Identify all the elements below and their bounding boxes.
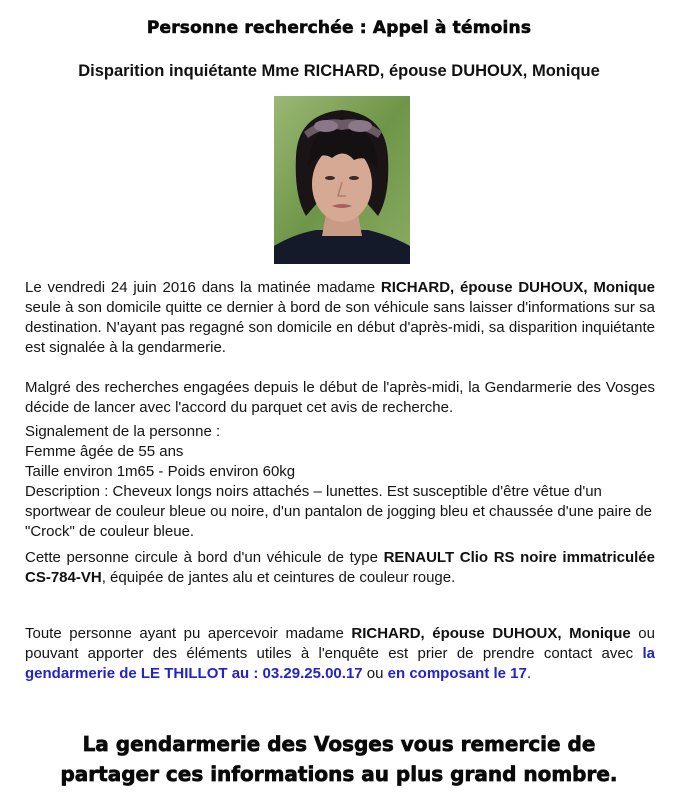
footer-line-1: La gendarmerie des Vosges vous remercie de [82, 732, 596, 756]
vehicle-intro: Cette personne circule à bord d'un véhicule de type [25, 549, 384, 566]
vehicle-details: , équipée de jantes alu et ceintures de couleur rouge. [101, 569, 456, 586]
description-age: Femme âgée de 55 ans [25, 443, 184, 460]
person-description [25, 422, 655, 542]
description-size-weight: Taille environ 1m65 - Poids environ 60kg [25, 463, 296, 480]
emergency-number: en composant le 17 [387, 665, 527, 682]
gendarmerie-phone: la gendarmerie de LE THILLOT au : 03.29.25.00.17 [25, 645, 655, 682]
incident-details: seule à son domicile quitte ce dernier à bord de son véhicule sans laisser d'informations sur sa destination. N'ayant pas regagné son domicile en début d'après-midi, sa disparition inquiétante est signalée à la gendarmerie. [25, 299, 655, 356]
contact-or: ou [362, 665, 388, 682]
contact-person-name: RICHARD, épouse DUHOUX, Monique [351, 625, 631, 642]
vehicle-model-plate: RENAULT Clio RS noire immatriculée CS-784-VH [25, 549, 655, 586]
description-heading: Signalement de la personne : [25, 423, 221, 440]
description-details: Description : Cheveux longs noirs attachés – lunettes. Est susceptible d'être vêtue d'un sportwear de couleur bleue ou noire, d'un pantalon de jogging bleu et chaussée d'une paire de "Crock" de couleur bleue. [25, 483, 653, 540]
contact-middle: ou pouvant apporter des éléments utiles à l'enquête est prier de prendre contact avec [25, 625, 655, 662]
incident-paragraph [25, 278, 655, 358]
incident-intro: Le vendredi 24 juin 2016 dans la matinée madame [25, 279, 381, 296]
page-title: Personne recherchée : Appel à témoins [146, 18, 532, 38]
missing-person-photo [274, 96, 410, 264]
contact-intro: Toute personne ayant pu apercevoir madame [25, 625, 352, 642]
missing-person-name: RICHARD, épouse DUHOUX, Monique [380, 279, 655, 296]
page-subtitle: Disparition inquiétante Mme RICHARD, épouse DUHOUX, Monique [78, 62, 600, 80]
search-paragraph: Malgré des recherches engagées depuis le début de l'après-midi, la Gendarmerie des Vosges décide de lancer avec l'accord du parquet cet avis de recherche. [25, 379, 655, 416]
contact-paragraph [25, 624, 655, 684]
portrait-illustration [274, 96, 410, 264]
footer-line-2: partager ces informations au plus grand nombre. [60, 762, 618, 786]
vehicle-paragraph [25, 548, 655, 588]
footer-message [0, 729, 678, 789]
contact-end: . [526, 665, 532, 682]
